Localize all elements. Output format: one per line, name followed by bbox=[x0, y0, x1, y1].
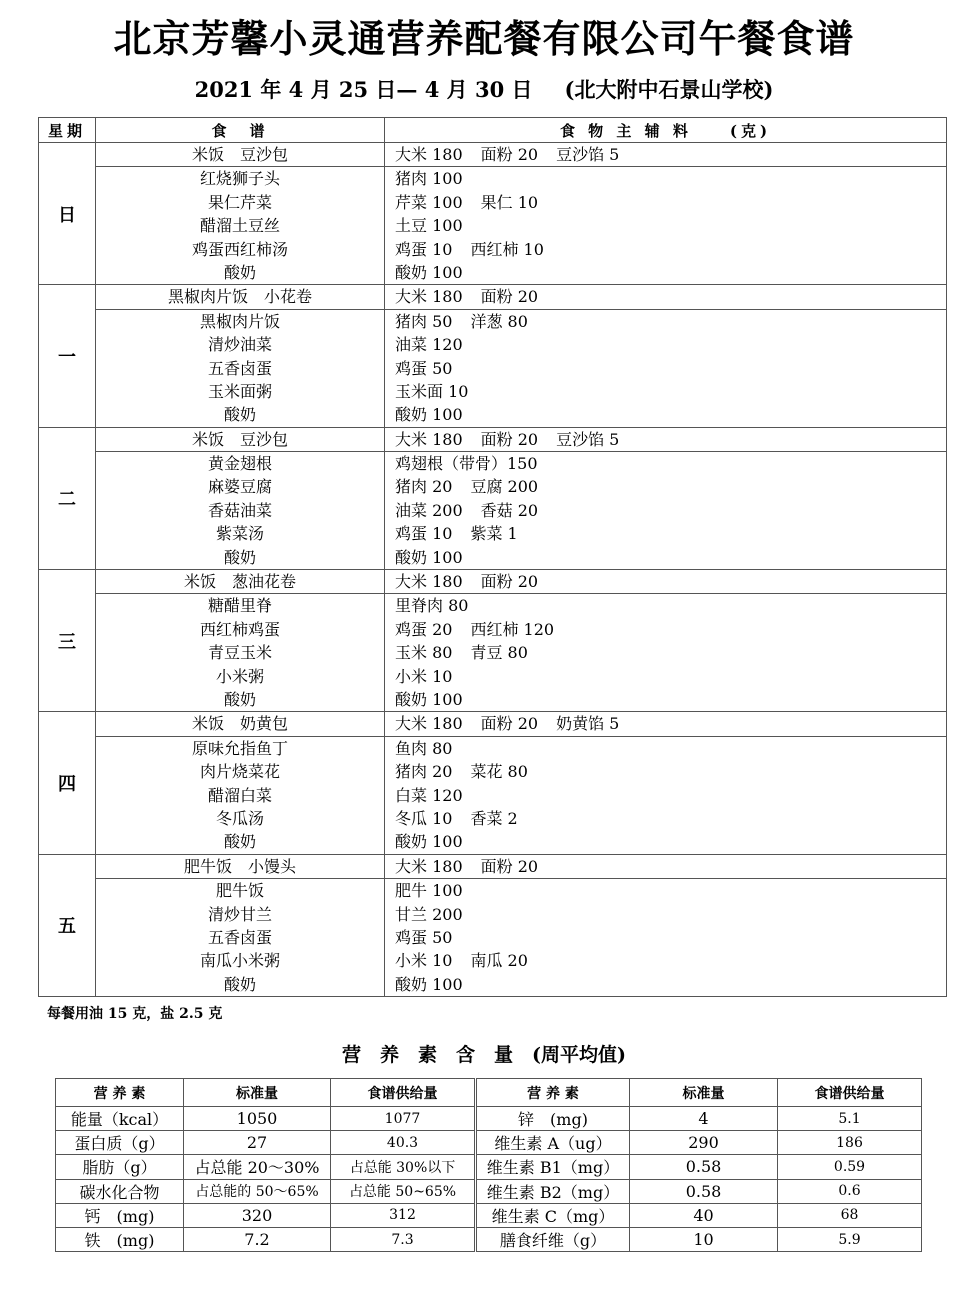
dish-name: 肥牛饭 小馒头 bbox=[183, 856, 296, 876]
header-day: 星期 bbox=[39, 118, 96, 143]
ingredient-amount: 鱼肉 80 bbox=[395, 738, 453, 758]
ingredient-amount: 青豆 80 bbox=[470, 643, 528, 663]
ingredient-amount: 果仁 10 bbox=[480, 192, 539, 212]
ingredient-amount: 甘兰 200 bbox=[395, 904, 463, 924]
ingredient-amount: 小米 10 bbox=[395, 666, 453, 686]
dish-name: 醋溜白菜 bbox=[207, 785, 272, 805]
ingredient-cell bbox=[385, 452, 947, 570]
ingredient-amount: 酸奶 100 bbox=[395, 832, 463, 852]
ingredient-amount: 面粉 20 bbox=[480, 287, 539, 307]
ingredient-line bbox=[385, 475, 946, 498]
ingredient-amount: 酸奶 100 bbox=[395, 262, 463, 282]
menu-day-row bbox=[39, 712, 947, 736]
ingredient-line bbox=[385, 452, 946, 475]
menu-header-row bbox=[39, 118, 947, 143]
ingredient-line bbox=[385, 191, 946, 214]
page-title: 北京芳馨小灵通营养配餐有限公司午餐食谱 bbox=[113, 17, 855, 61]
dish-name: 青豆玉米 bbox=[207, 643, 272, 663]
nutrition-cell: 1077 bbox=[331, 1107, 476, 1131]
ingredient-line bbox=[385, 641, 946, 664]
ingredient-line bbox=[385, 855, 946, 878]
ingredient-line bbox=[385, 570, 946, 593]
ingredient-cell bbox=[385, 570, 947, 594]
dish-name: 醋溜土豆丝 bbox=[199, 216, 280, 236]
dish-name: 糖醋里脊 bbox=[207, 596, 272, 616]
nutrition-cell: 铁 (mg) bbox=[56, 1227, 184, 1251]
menu-day-row bbox=[39, 570, 947, 594]
day-label: 日 bbox=[39, 143, 96, 285]
ingredient-line bbox=[385, 784, 946, 807]
ingredient-cell bbox=[385, 879, 947, 997]
menu-day-row bbox=[39, 427, 947, 451]
ingredient-amount: 大米 180 bbox=[395, 287, 463, 307]
nutrition-cell: 蛋白质（g） bbox=[56, 1131, 184, 1155]
ingredient-amount: 菜花 80 bbox=[470, 762, 528, 782]
ingredient-amount: 芹菜 100 bbox=[395, 192, 463, 212]
ingredient-amount: 猪肉 20 bbox=[395, 477, 453, 497]
ingredient-amount: 豆腐 200 bbox=[470, 477, 539, 497]
ingredient-line bbox=[385, 712, 946, 735]
ingredient-line bbox=[385, 357, 946, 380]
dish-name: 南瓜小米粥 bbox=[199, 951, 280, 971]
dish-name: 肥牛饭 bbox=[215, 881, 264, 901]
nutrition-cell: 10 bbox=[630, 1227, 778, 1251]
dish-name: 鸡蛋西红柿汤 bbox=[191, 239, 288, 259]
ingredient-amount: 猪肉 20 bbox=[395, 762, 453, 782]
ingredient-line bbox=[385, 214, 946, 237]
ingredient-amount: 鸡蛋 10 bbox=[395, 239, 453, 259]
ingredient-amount: 小米 10 bbox=[395, 951, 453, 971]
ingredient-line bbox=[385, 261, 946, 284]
day-label: 四 bbox=[39, 712, 96, 854]
nutrition-cell: 4 bbox=[630, 1107, 778, 1131]
ingredient-amount: 紫菜 1 bbox=[470, 524, 518, 544]
ingredient-amount: 玉米 80 bbox=[395, 643, 453, 663]
dish-cell bbox=[96, 452, 385, 570]
menu-day-row bbox=[39, 452, 947, 570]
nutrition-cell: 186 bbox=[778, 1131, 922, 1155]
ingredient-line bbox=[385, 499, 946, 522]
ingredient-amount: 香菜 2 bbox=[470, 808, 518, 828]
nutrition-row bbox=[56, 1155, 922, 1179]
nutrition-cell: 1050 bbox=[184, 1107, 331, 1131]
ingredient-amount: 里脊肉 80 bbox=[395, 596, 469, 616]
ingredient-line bbox=[385, 949, 946, 972]
menu-day-row bbox=[39, 854, 947, 878]
dish-name: 黑椒肉片饭 bbox=[199, 311, 280, 331]
dish-name: 五香卤蛋 bbox=[207, 927, 272, 947]
menu-body bbox=[39, 143, 947, 997]
ingredient-line bbox=[385, 167, 946, 190]
nutrition-cell: 维生素 A（ug） bbox=[476, 1131, 630, 1155]
dish-name: 原味允指鱼丁 bbox=[191, 738, 288, 758]
ingredient-amount: 鸡翅根（带骨）150 bbox=[395, 454, 538, 474]
ingredient-line bbox=[385, 428, 946, 451]
ingredient-amount: 豆沙馅 5 bbox=[556, 429, 620, 449]
ingredient-cell bbox=[385, 736, 947, 854]
menu-day-row bbox=[39, 143, 947, 167]
day-label: 二 bbox=[39, 427, 96, 569]
nutrition-cell: 维生素 B2（mg） bbox=[476, 1179, 630, 1203]
dish-cell bbox=[96, 854, 385, 878]
ingredient-line bbox=[385, 665, 946, 688]
ingredient-amount: 香菇 20 bbox=[480, 500, 539, 520]
ingredient-amount: 油菜 200 bbox=[395, 500, 463, 520]
nutrition-header-cell: 标准量 bbox=[630, 1079, 778, 1107]
nutrition-header-row bbox=[56, 1079, 922, 1107]
dish-name: 米饭 葱油花卷 bbox=[183, 572, 296, 592]
ingredient-amount: 酸奶 100 bbox=[395, 547, 463, 567]
ingredient-line bbox=[385, 807, 946, 830]
ingredient-amount: 猪肉 100 bbox=[395, 169, 463, 189]
ingredient-line bbox=[385, 594, 946, 617]
ingredient-line bbox=[385, 310, 946, 333]
ingredient-cell bbox=[385, 143, 947, 167]
ingredient-line bbox=[385, 926, 946, 949]
nutrition-row bbox=[56, 1179, 922, 1203]
ingredient-line bbox=[385, 760, 946, 783]
ingredient-cell bbox=[385, 712, 947, 736]
nutrition-cell: 脂肪（g） bbox=[56, 1155, 184, 1179]
dish-cell bbox=[96, 285, 385, 309]
nutrition-body bbox=[56, 1107, 922, 1252]
ingredient-cell bbox=[385, 427, 947, 451]
dish-cell bbox=[96, 570, 385, 594]
nutrition-header-cell: 食谱供给量 bbox=[778, 1079, 922, 1107]
nutrition-row bbox=[56, 1107, 922, 1131]
nutrition-row bbox=[56, 1227, 922, 1251]
dish-cell bbox=[96, 879, 385, 997]
dish-cell bbox=[96, 712, 385, 736]
dish-name: 清炒甘兰 bbox=[207, 904, 272, 924]
dish-name: 肉片烧菜花 bbox=[199, 762, 280, 782]
nutrition-cell: 68 bbox=[778, 1203, 922, 1227]
dish-name: 黑椒肉片饭 小花卷 bbox=[167, 287, 312, 307]
nutrition-cell: 40 bbox=[630, 1203, 778, 1227]
ingredient-line bbox=[385, 238, 946, 261]
ingredient-line bbox=[385, 285, 946, 308]
ingredient-amount: 鸡蛋 10 bbox=[395, 524, 453, 544]
nutrition-row bbox=[56, 1203, 922, 1227]
nutrition-header-cell: 营 养 素 bbox=[56, 1079, 184, 1107]
ingredient-line bbox=[385, 618, 946, 641]
nutrition-cell: 27 bbox=[184, 1131, 331, 1155]
dish-name: 果仁芹菜 bbox=[207, 192, 272, 212]
dish-name: 米饭 豆沙包 bbox=[191, 145, 288, 164]
ingredient-amount: 洋葱 80 bbox=[470, 311, 528, 331]
ingredient-amount: 大米 180 bbox=[395, 856, 463, 876]
ingredient-amount: 鸡蛋 50 bbox=[395, 927, 453, 947]
ingredient-line bbox=[385, 143, 946, 166]
dish-name: 清炒油菜 bbox=[207, 335, 272, 355]
nutrition-cell: 40.3 bbox=[331, 1131, 476, 1155]
nutrition-header-cell: 标准量 bbox=[184, 1079, 331, 1107]
nutrition-cell: 5.9 bbox=[778, 1227, 922, 1251]
dish-name: 米饭 奶黄包 bbox=[191, 714, 288, 734]
ingredient-amount: 大米 180 bbox=[395, 429, 463, 449]
nutrition-cell: 7.3 bbox=[331, 1227, 476, 1251]
dish-name: 黄金翅根 bbox=[207, 454, 272, 474]
dish-cell bbox=[96, 167, 385, 285]
dish-name: 酸奶 bbox=[223, 405, 256, 425]
ingredient-amount: 猪肉 50 bbox=[395, 311, 453, 331]
ingredient-line bbox=[385, 973, 946, 996]
ingredient-amount: 大米 180 bbox=[395, 714, 463, 734]
ingredient-line bbox=[385, 380, 946, 403]
dish-name: 酸奶 bbox=[223, 974, 256, 994]
date-subtitle bbox=[0, 74, 968, 104]
ingredient-amount: 油菜 120 bbox=[395, 335, 463, 355]
menu-day-row bbox=[39, 285, 947, 309]
nutrition-cell: 0.6 bbox=[778, 1179, 922, 1203]
nutrition-cell: 维生素 B1（mg） bbox=[476, 1155, 630, 1179]
ingredient-amount: 面粉 20 bbox=[480, 714, 539, 734]
ingredient-line bbox=[385, 333, 946, 356]
menu-day-row bbox=[39, 736, 947, 854]
dish-name: 酸奶 bbox=[223, 832, 256, 852]
ingredient-amount: 冬瓜 10 bbox=[395, 808, 453, 828]
nutrition-header-cell: 食谱供给量 bbox=[331, 1079, 476, 1107]
menu-table bbox=[38, 117, 947, 997]
nutrition-table bbox=[55, 1078, 922, 1252]
nutrition-cell: 占总能 20～30% bbox=[184, 1155, 331, 1179]
nutrition-cell: 0.58 bbox=[630, 1179, 778, 1203]
school-name: (北大附中石景山学校) bbox=[564, 77, 774, 102]
ingredient-line bbox=[385, 903, 946, 926]
nutrition-cell: 占总能 50~65% bbox=[331, 1179, 476, 1203]
header-dish: 食 谱 bbox=[96, 118, 385, 143]
nutrition-cell: 占总能的 50～65% bbox=[184, 1179, 331, 1203]
dish-name: 红烧狮子头 bbox=[199, 169, 280, 189]
ingredient-amount: 面粉 20 bbox=[480, 856, 539, 876]
dish-name: 玉米面粥 bbox=[207, 381, 272, 401]
dish-name: 冬瓜汤 bbox=[215, 808, 264, 828]
dish-name: 小米粥 bbox=[215, 666, 264, 686]
ingredient-line bbox=[385, 830, 946, 853]
nutrition-cell: 维生素 C（mg） bbox=[476, 1203, 630, 1227]
ingredient-amount: 大米 180 bbox=[395, 572, 463, 592]
dish-name: 麻婆豆腐 bbox=[207, 477, 272, 497]
nutrition-cell: 320 bbox=[184, 1203, 331, 1227]
ingredient-amount: 玉米面 10 bbox=[395, 381, 469, 401]
ingredient-cell bbox=[385, 285, 947, 309]
dish-name: 酸奶 bbox=[223, 262, 256, 282]
nutrition-cell: 0.59 bbox=[778, 1155, 922, 1179]
date-range: 2021 年 4 月 25 日— 4 月 30 日 bbox=[194, 77, 533, 102]
header-ingredients: 食 物 主 辅 料 (克) bbox=[385, 118, 947, 143]
ingredient-line bbox=[385, 879, 946, 902]
ingredient-amount: 面粉 20 bbox=[480, 145, 539, 164]
day-label: 五 bbox=[39, 854, 96, 996]
ingredient-amount: 肥牛 100 bbox=[395, 881, 463, 901]
nutrition-cell: 7.2 bbox=[184, 1227, 331, 1251]
nutrition-cell: 312 bbox=[331, 1203, 476, 1227]
nutrition-row bbox=[56, 1131, 922, 1155]
dish-name: 紫菜汤 bbox=[215, 524, 264, 544]
menu-day-row bbox=[39, 879, 947, 997]
ingredient-amount: 大米 180 bbox=[395, 145, 463, 164]
ingredient-amount: 面粉 20 bbox=[480, 572, 539, 592]
dish-cell bbox=[96, 309, 385, 427]
nutrition-cell: 0.58 bbox=[630, 1155, 778, 1179]
ingredient-amount: 鸡蛋 20 bbox=[395, 619, 453, 639]
ingredient-line bbox=[385, 522, 946, 545]
menu-day-row bbox=[39, 594, 947, 712]
ingredient-line bbox=[385, 546, 946, 569]
dish-name: 酸奶 bbox=[223, 547, 256, 567]
ingredient-amount: 酸奶 100 bbox=[395, 689, 463, 709]
nutrition-cell: 5.1 bbox=[778, 1107, 922, 1131]
ingredient-amount: 奶黄馅 5 bbox=[556, 714, 620, 734]
menu-day-row bbox=[39, 309, 947, 427]
dish-name: 五香卤蛋 bbox=[207, 358, 272, 378]
dish-name: 香菇油菜 bbox=[207, 500, 272, 520]
nutrition-cell: 膳食纤维（g） bbox=[476, 1227, 630, 1251]
ingredient-cell bbox=[385, 309, 947, 427]
nutrition-cell: 290 bbox=[630, 1131, 778, 1155]
ingredient-amount: 西红柿 120 bbox=[470, 619, 555, 639]
ingredient-amount: 土豆 100 bbox=[395, 216, 463, 236]
ingredient-amount: 豆沙馅 5 bbox=[556, 145, 620, 164]
day-label: 三 bbox=[39, 570, 96, 712]
ingredient-amount: 鸡蛋 50 bbox=[395, 358, 453, 378]
dish-name: 西红柿鸡蛋 bbox=[199, 619, 280, 639]
nutrition-cell: 碳水化合物 bbox=[56, 1179, 184, 1203]
ingredient-amount: 南瓜 20 bbox=[470, 951, 528, 971]
ingredient-line bbox=[385, 737, 946, 760]
ingredient-amount: 西红柿 10 bbox=[470, 239, 544, 259]
nutrition-header-cell: 营 养 素 bbox=[476, 1079, 630, 1107]
dish-cell bbox=[96, 143, 385, 167]
nutrition-cell: 钙 (mg) bbox=[56, 1203, 184, 1227]
dish-cell bbox=[96, 594, 385, 712]
dish-name: 米饭 豆沙包 bbox=[191, 429, 288, 449]
nutrition-cell: 能量（kcal） bbox=[56, 1107, 184, 1131]
nutrition-title: 营 养 素 含 量 (周平均值) bbox=[342, 1044, 626, 1066]
day-label: 一 bbox=[39, 285, 96, 427]
ingredient-cell bbox=[385, 594, 947, 712]
dish-cell bbox=[96, 427, 385, 451]
ingredient-amount: 面粉 20 bbox=[480, 429, 539, 449]
nutrition-cell: 锌 (mg) bbox=[476, 1107, 630, 1131]
ingredient-amount: 酸奶 100 bbox=[395, 974, 463, 994]
dish-cell bbox=[96, 736, 385, 854]
ingredient-cell bbox=[385, 854, 947, 878]
dish-name: 酸奶 bbox=[223, 689, 256, 709]
oil-salt-note: 每餐用油 15 克，盐 2.5 克 bbox=[47, 1006, 223, 1022]
ingredient-amount: 白菜 120 bbox=[395, 785, 463, 805]
ingredient-line bbox=[385, 403, 946, 426]
menu-day-row bbox=[39, 167, 947, 285]
ingredient-line bbox=[385, 688, 946, 711]
nutrition-cell: 占总能 30%以下 bbox=[331, 1155, 476, 1179]
ingredient-amount: 酸奶 100 bbox=[395, 405, 463, 425]
ingredient-cell bbox=[385, 167, 947, 285]
